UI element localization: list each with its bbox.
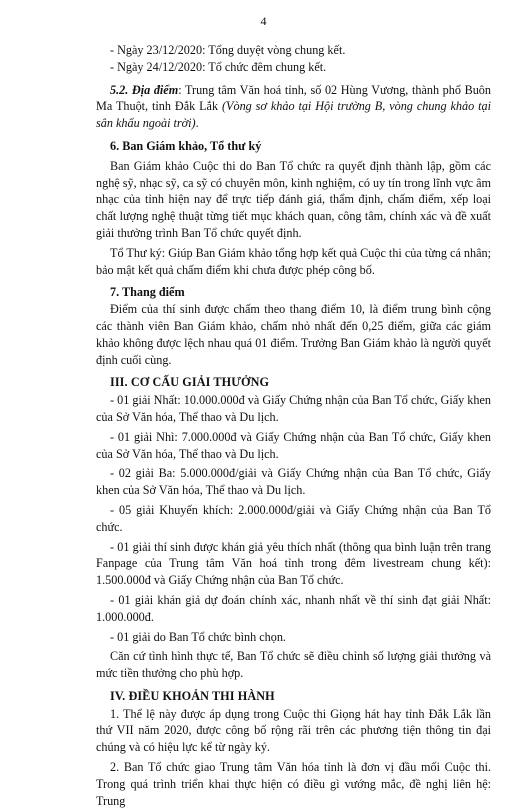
prize-item: - 05 giải Khuyến khích: 2.000.000đ/giải và Giấy Chứng nhận của Ban Tổ chức.	[96, 502, 491, 534]
prize-item: - 02 giải Ba: 5.000.000đ/giải và Giấy Chứng nhận của Ban Tổ chức, Giấy khen của Sở Văn hóa, Thể thao và Du lịch.	[96, 466, 491, 498]
section-6-heading: 6. Ban Giám khảo, Tổ thư ký	[110, 138, 262, 153]
date-line-1: - Ngày 23/12/2020: Tổng duyệt vòng chung kết.	[110, 43, 346, 57]
section-5-2-end: .	[195, 116, 199, 131]
section-6-paragraph-2: Tổ Thư ký: Giúp Ban Giám khảo tổng hợp kết quả Cuộc thi của từng cá nhân; bảo mật kết quả chấm điểm khi chưa được phép công bố.	[96, 245, 491, 277]
prize-note: Căn cứ tình hình thực tế, Ban Tổ chức sẽ điều chỉnh số lượng giải thưởng và mức tiền thưởng cho phù hợp.	[96, 649, 491, 681]
date-line-2: - Ngày 24/12/2020: Tổ chức đêm chung kết.	[110, 59, 327, 74]
section-5-2	[96, 82, 491, 132]
section-iv-paragraph-1: 1. Thể lệ này được áp dụng trong Cuộc thi Giọng hát hay tỉnh Đắk Lắk lần thứ VII năm 2020, được công bố rộng rãi trên các phương tiện thông tin đại chúng và có hiệu lực kể từ ngày ký.	[96, 706, 491, 755]
prize-item: - 01 giải Nhất: 10.000.000đ và Giấy Chứng nhận của Ban Tổ chức, Giấy khen của Sở Văn hóa, Thể thao và Du lịch.	[96, 393, 491, 424]
section-5-2-label: 5.2. Địa điểm	[110, 82, 179, 97]
prize-item: - 01 giải khán giả dự đoán chính xác, nhanh nhất về thí sinh đạt giải Nhất: 1.000.000đ.	[96, 592, 491, 624]
prize-item: - 01 giải Nhì: 7.000.000đ và Giấy Chứng nhận của Ban Tổ chức, Giấy khen của Sở Văn hóa, Thể thao và Du lịch.	[96, 429, 491, 461]
section-iii-heading: III. CƠ CẤU GIẢI THƯỞNG	[110, 375, 270, 390]
prize-item: - 01 giải thí sinh được khán giả yêu thích nhất (thông qua bình luận trên trang Fanpage của Trung tâm Văn hoá tỉnh trong đêm livestream chung kết): 1.500.000đ và Giấy Chứng nhận của Ban Tổ chức.	[96, 539, 491, 588]
section-iv-paragraph-2: 2. Ban Tổ chức giao Trung tâm Văn hóa tỉnh là đơn vị đầu mối Cuộc thi. Trong quá trình triển khai thực hiện có điều gì vướng mắc, đề nghị liên hệ: Trung	[96, 760, 491, 808]
section-7-paragraph-1: Điểm của thí sinh được chấm theo thang điểm 10, là điểm trung bình cộng các thành viên Ban Giám khảo, chấm nhỏ nhất đến 0,25 điểm, giữa các giám khảo không được lệch nhau quá 01 điểm. Trưởng Ban Giám khảo là người quyết định cuối cùng.	[96, 302, 491, 367]
section-6-paragraph-1: Ban Giám khảo Cuộc thi do Ban Tổ chức ra quyết định thành lập, gồm các nghệ sỹ, nhạc sỹ, ca sỹ có chuyên môn, kinh nghiệm, có uy tín trong lĩnh vực âm nhạc của tỉnh hiện nay để trực tiếp đánh giá, thẩm định, chấm điểm, xếp loại chất lượng nghệ thuật từng tiết mục khách quan, công tâm, chính xác và đề xuất giải thưởng trình Ban Tổ chức quyết định.	[96, 158, 491, 240]
section-5-2-note: (Vòng sơ khảo tại Hội trường B, vòng chung khảo tại sân khấu ngoài trời)	[96, 99, 491, 131]
section-iv-heading: IV. ĐIỀU KHOẢN THI HÀNH	[110, 688, 275, 703]
section-5-2-text: : Trung tâm Văn hoá tỉnh, số 02 Hùng Vương, thành phố Buôn Ma Thuột, tỉnh Đắk Lắk	[96, 82, 491, 114]
prize-item: - 01 giải do Ban Tổ chức bình chọn.	[110, 629, 286, 644]
page-number: 4	[260, 14, 267, 28]
section-7-heading: 7. Thang điểm	[110, 285, 185, 300]
